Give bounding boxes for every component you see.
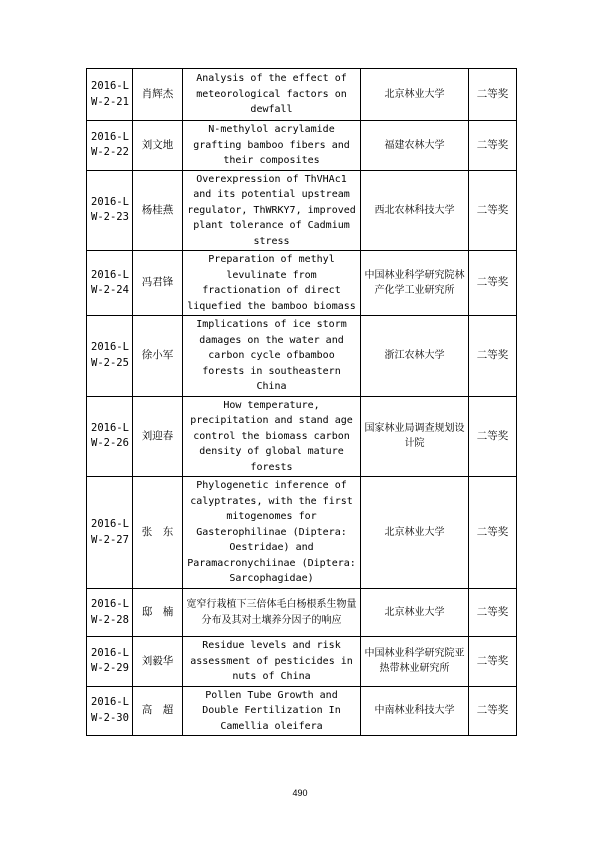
institution: 中国林业科学研究院亚热带林业研究所 — [361, 637, 469, 687]
award-code: 2016-L W-2-21 — [87, 69, 133, 121]
winner-name: 刘文地 — [133, 121, 183, 171]
winner-name: 徐小军 — [133, 316, 183, 397]
award-code: 2016-L W-2-24 — [87, 251, 133, 316]
paper-title: N-methylol acrylamide grafting bamboo fibers and their composites — [183, 121, 361, 171]
institution: 中南林业科技大学 — [361, 686, 469, 736]
winner-name: 邸 楠 — [133, 589, 183, 637]
institution: 北京林业大学 — [361, 589, 469, 637]
prize-level: 二等奖 — [469, 316, 517, 397]
award-code: 2016-L W-2-25 — [87, 316, 133, 397]
award-code: 2016-L W-2-26 — [87, 396, 133, 477]
institution: 西北农林科技大学 — [361, 170, 469, 251]
paper-title: Pollen Tube Growth and Double Fertilization In Camellia oleifera — [183, 686, 361, 736]
table-row — [87, 477, 517, 589]
paper-title: Residue levels and risk assessment of pesticides in nuts of China — [183, 637, 361, 687]
award-code: 2016-L W-2-23 — [87, 170, 133, 251]
prize-level: 二等奖 — [469, 251, 517, 316]
winner-name: 刘毅华 — [133, 637, 183, 687]
prize-level: 二等奖 — [469, 589, 517, 637]
institution: 中国林业科学研究院林产化学工业研究所 — [361, 251, 469, 316]
table-row — [87, 170, 517, 251]
table-row — [87, 396, 517, 477]
award-code: 2016-L W-2-30 — [87, 686, 133, 736]
paper-title: 宽窄行栽植下三倍体毛白杨根系生物量分布及其对土壤养分因子的响应 — [183, 589, 361, 637]
table-row — [87, 69, 517, 121]
prize-level: 二等奖 — [469, 686, 517, 736]
award-code: 2016-L W-2-27 — [87, 477, 133, 589]
winner-name: 张 东 — [133, 477, 183, 589]
paper-title: Preparation of methyl levulinate from fractionation of direct liquefied the bamboo biomass — [183, 251, 361, 316]
institution: 北京林业大学 — [361, 69, 469, 121]
paper-title: Phylogenetic inference of calyptrates, with the first mitogenomes for Gasterophilinae (Diptera: Oestridae) and Paramacronychiinae (Diptera: Sarcophagidae) — [183, 477, 361, 589]
award-code: 2016-L W-2-22 — [87, 121, 133, 171]
winner-name: 杨桂燕 — [133, 170, 183, 251]
institution: 北京林业大学 — [361, 477, 469, 589]
paper-title: Overexpression of ThVHAc1 and its potential upstream regulator, ThWRKY7, improved plant tolerance of Cadmium stress — [183, 170, 361, 251]
table-row — [87, 589, 517, 637]
prize-level: 二等奖 — [469, 477, 517, 589]
winner-name: 高 超 — [133, 686, 183, 736]
institution: 浙江农林大学 — [361, 316, 469, 397]
page-number: 490 — [292, 788, 308, 798]
paper-title: How temperature, precipitation and stand age control the biomass carbon density of global mature forests — [183, 396, 361, 477]
prize-level: 二等奖 — [469, 637, 517, 687]
award-code: 2016-L W-2-28 — [87, 589, 133, 637]
table-row — [87, 121, 517, 171]
winner-name: 刘迎春 — [133, 396, 183, 477]
table-row — [87, 316, 517, 397]
awards-table — [86, 68, 517, 736]
winner-name: 肖辉杰 — [133, 69, 183, 121]
prize-level: 二等奖 — [469, 170, 517, 251]
prize-level: 二等奖 — [469, 396, 517, 477]
paper-title: Analysis of the effect of meteorological factors on dewfall — [183, 69, 361, 121]
paper-title: Implications of ice storm damages on the water and carbon cycle ofbamboo forests in southeastern China — [183, 316, 361, 397]
table-row — [87, 637, 517, 687]
prize-level: 二等奖 — [469, 121, 517, 171]
winner-name: 冯君锋 — [133, 251, 183, 316]
table-row — [87, 686, 517, 736]
table-row — [87, 251, 517, 316]
award-code: 2016-L W-2-29 — [87, 637, 133, 687]
institution: 福建农林大学 — [361, 121, 469, 171]
prize-level: 二等奖 — [469, 69, 517, 121]
institution: 国家林业局调查规划设计院 — [361, 396, 469, 477]
